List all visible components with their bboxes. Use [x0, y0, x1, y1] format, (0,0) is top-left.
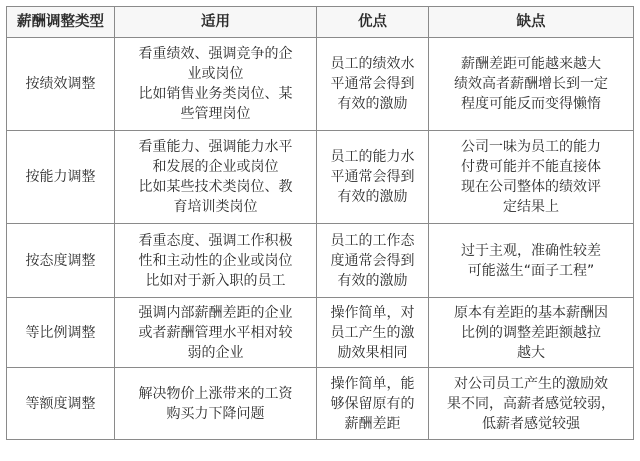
cons-line: 过于主观，准确性较差 — [461, 242, 601, 259]
applicable-line: 比如销售业务类岗位、某 — [138, 86, 293, 102]
cons-line: 原本有差距的基本薪酬因 — [454, 304, 608, 321]
pros-line: 薪酬差距 — [344, 415, 401, 432]
cons-cell — [429, 131, 634, 224]
applicable-line: 比如某些技术类岗位、教 — [138, 179, 293, 195]
applicable-cell — [115, 131, 317, 224]
row-type-cell: 等额度调整 — [7, 368, 115, 440]
cons-cell — [429, 368, 634, 440]
applicable-line: 强调内部薪酬差距的企业 — [138, 304, 293, 321]
cons-line: 付费可能并不能直接体 — [461, 159, 601, 175]
cons-cell — [429, 224, 634, 298]
table-row — [7, 368, 634, 440]
table-row — [7, 131, 634, 224]
cons-line: 对公司员工产生的激励效 — [454, 375, 608, 392]
applicable-line: 弱的企业 — [187, 344, 244, 361]
pros-cell — [317, 298, 429, 368]
cons-line: 可能滋生“面子工程” — [467, 262, 595, 279]
table-row — [7, 224, 634, 298]
pros-cell — [317, 368, 429, 440]
cons-line: 果不同，高薪者感觉较弱， — [447, 395, 615, 412]
applicable-line: 比如对于新入职的员工 — [145, 272, 286, 289]
pros-line: 员工的绩效水 — [330, 56, 415, 72]
applicable-line: 看重能力、强调能力水平 — [138, 139, 293, 155]
applicable-line: 和发展的企业或岗位 — [152, 159, 279, 175]
pros-line: 平通常会得到 — [330, 169, 415, 185]
applicable-line: 些管理岗位 — [180, 106, 251, 122]
cons-line: 越大 — [517, 344, 545, 361]
row-type-cell: 等比例调整 — [7, 298, 115, 368]
cons-line: 程度可能反而变得懒惰 — [461, 96, 601, 112]
pros-line: 有效的激励 — [337, 96, 408, 112]
pros-line: 励效果相同 — [337, 344, 408, 361]
cons-line: 比例的调整差距额越拉 — [461, 324, 601, 341]
pros-line: 操作简单，能 — [330, 375, 415, 392]
pros-line: 度通常会得到 — [330, 252, 415, 269]
header-cons: 缺点 — [429, 7, 634, 38]
table-row — [7, 298, 634, 368]
pros-line: 有效的激励 — [337, 272, 408, 289]
pros-line: 操作简单，对 — [330, 304, 415, 321]
header-type: 薪酬调整类型 — [7, 7, 115, 38]
pros-line: 员工的工作态 — [330, 232, 415, 249]
applicable-line: 看重态度、强调工作积极 — [138, 232, 293, 249]
header-row — [7, 7, 634, 38]
cons-line: 定结果上 — [503, 199, 559, 215]
cons-line: 绩效高者薪酬增长到一定 — [454, 76, 608, 92]
applicable-cell — [115, 38, 317, 131]
cons-cell — [429, 298, 634, 368]
salary-adjustment-table — [6, 6, 634, 440]
pros-line: 员工的能力水 — [330, 149, 415, 165]
pros-cell — [317, 38, 429, 131]
applicable-cell — [115, 298, 317, 368]
row-type-cell: 按能力调整 — [7, 131, 115, 224]
pros-line: 员工产生的激 — [330, 324, 415, 341]
row-type-cell: 按态度调整 — [7, 224, 115, 298]
table-row — [7, 38, 634, 131]
cons-line: 薪酬差距可能越来越大 — [461, 56, 601, 72]
row-type-cell: 按绩效调整 — [7, 38, 115, 131]
pros-line: 够保留原有的 — [330, 395, 415, 412]
salary-adjustment-table-container — [6, 6, 633, 440]
applicable-cell — [115, 368, 317, 440]
applicable-line: 性和主动性的企业或岗位 — [138, 252, 293, 269]
applicable-line: 或者薪酬管理水平相对较 — [138, 324, 293, 341]
header-pros: 优点 — [317, 7, 429, 38]
applicable-cell — [115, 224, 317, 298]
cons-line: 公司一味为员工的能力 — [461, 139, 601, 155]
applicable-line: 解决物价上涨带来的工资 — [138, 385, 293, 402]
pros-cell — [317, 224, 429, 298]
applicable-line: 购买力下降问题 — [166, 405, 265, 422]
header-applicable: 适用 — [115, 7, 317, 38]
applicable-line: 育培训类岗位 — [173, 199, 258, 215]
pros-line: 有效的激励 — [337, 189, 408, 205]
pros-cell — [317, 131, 429, 224]
cons-line: 现在公司整体的绩效评 — [461, 179, 601, 195]
pros-line: 平通常会得到 — [330, 76, 415, 92]
applicable-line: 看重绩效、强调竞争的企 — [138, 46, 293, 62]
cons-cell — [429, 38, 634, 131]
applicable-line: 业或岗位 — [187, 66, 244, 82]
cons-line: 低薪者感觉较强 — [482, 415, 580, 432]
